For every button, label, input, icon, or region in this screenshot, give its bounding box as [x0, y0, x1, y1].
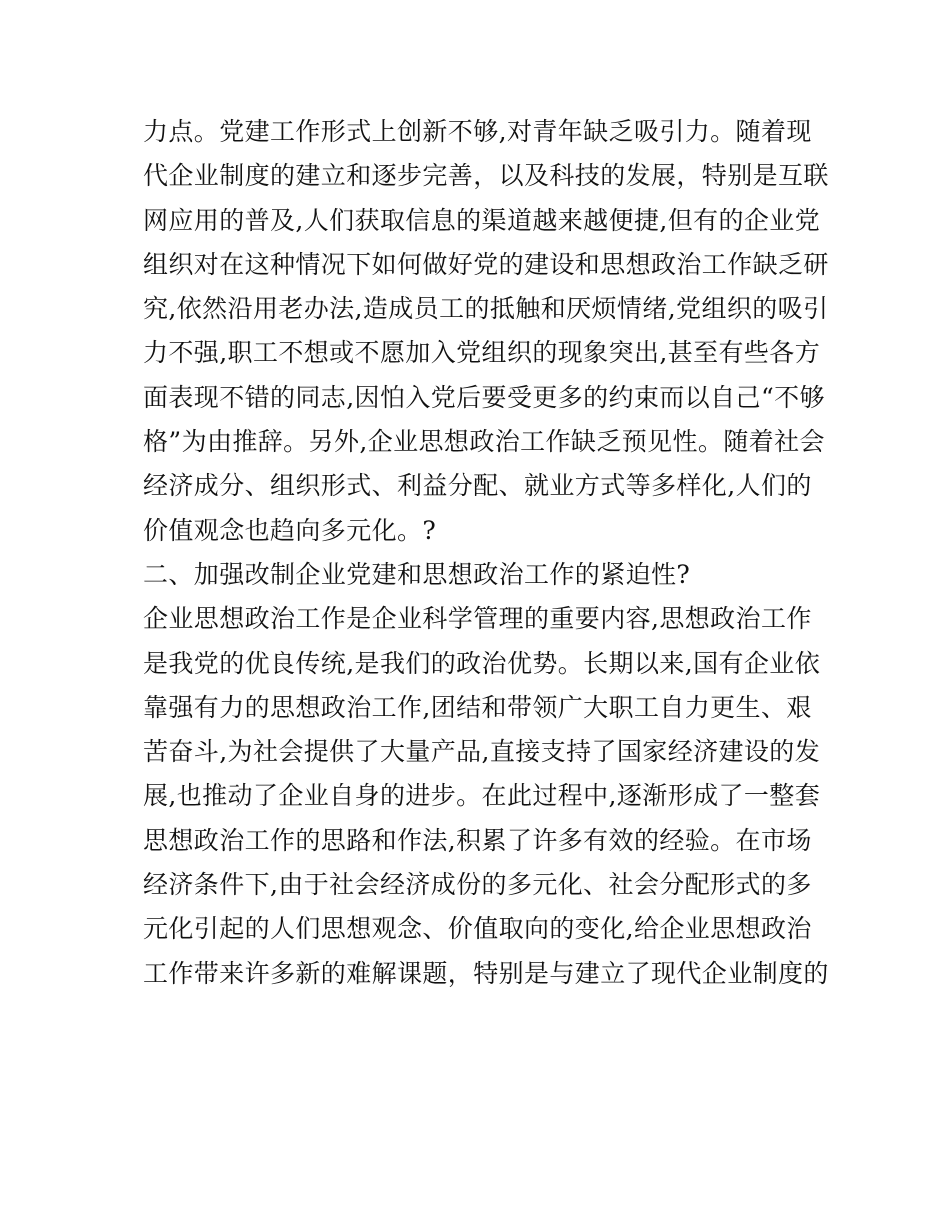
text-line: 思想政治工作的思路和作法,积累了许多有效的经验。在市场: [143, 825, 812, 855]
text-line: 元化引起的人们思想观念、价值取向的变化,给企业思想政治: [143, 914, 812, 944]
text-line: 苦奋斗,为社会提供了大量产品,直接支持了国家经济建设的发: [143, 737, 821, 767]
text-line: 力不强,职工不想或不愿加入党组织的现象突出,甚至有些各方: [143, 338, 821, 368]
text-line: 经济成分、组织形式、利益分配、就业方式等多样化,人们的: [143, 471, 812, 501]
text-line: 代企业制度的建立和逐步完善，以及科技的发展，特别是互联: [143, 161, 829, 191]
section-heading: 二、加强改制企业党建和思想政治工作的紧迫性?: [143, 559, 691, 589]
text-line: 面表现不错的同志,因怕入党后要受更多的约束而以自己“不够: [143, 382, 825, 412]
text-line: 靠强有力的思想政治工作,团结和带领广大职工自力更生、艰: [143, 692, 812, 722]
text-line: 格”为由推辞。另外,企业思想政治工作缺乏预见性。随着社会: [143, 427, 825, 457]
text-line: 工作带来许多新的难解课题，特别是与建立了现代企业制度的: [143, 958, 829, 988]
text-line: 组织对在这种情况下如何做好党的建设和思想政治工作缺乏研: [143, 249, 829, 279]
text-line: 力点。党建工作形式上创新不够,对青年缺乏吸引力。随着现: [143, 117, 812, 146]
body-text: [143, 110, 843, 996]
text-line: 网应用的普及,人们获取信息的渠道越来越便捷,但有的企业党: [143, 205, 821, 235]
text-line: 经济条件下,由于社会经济成份的多元化、社会分配形式的多: [143, 870, 812, 900]
text-line: 究,依然沿用老办法,造成员工的抵触和厌烦情绪,党组织的吸引: [143, 294, 829, 324]
text-line: 价值观念也趋向多元化。?: [143, 515, 437, 545]
text-line: 企业思想政治工作是企业科学管理的重要内容,思想政治工作: [143, 604, 812, 634]
text-line: 展,也推动了企业自身的进步。在此过程中,逐渐形成了一整套: [143, 781, 821, 811]
text-line: 是我党的优良传统,是我们的政治优势。长期以来,国有企业依: [143, 648, 821, 678]
